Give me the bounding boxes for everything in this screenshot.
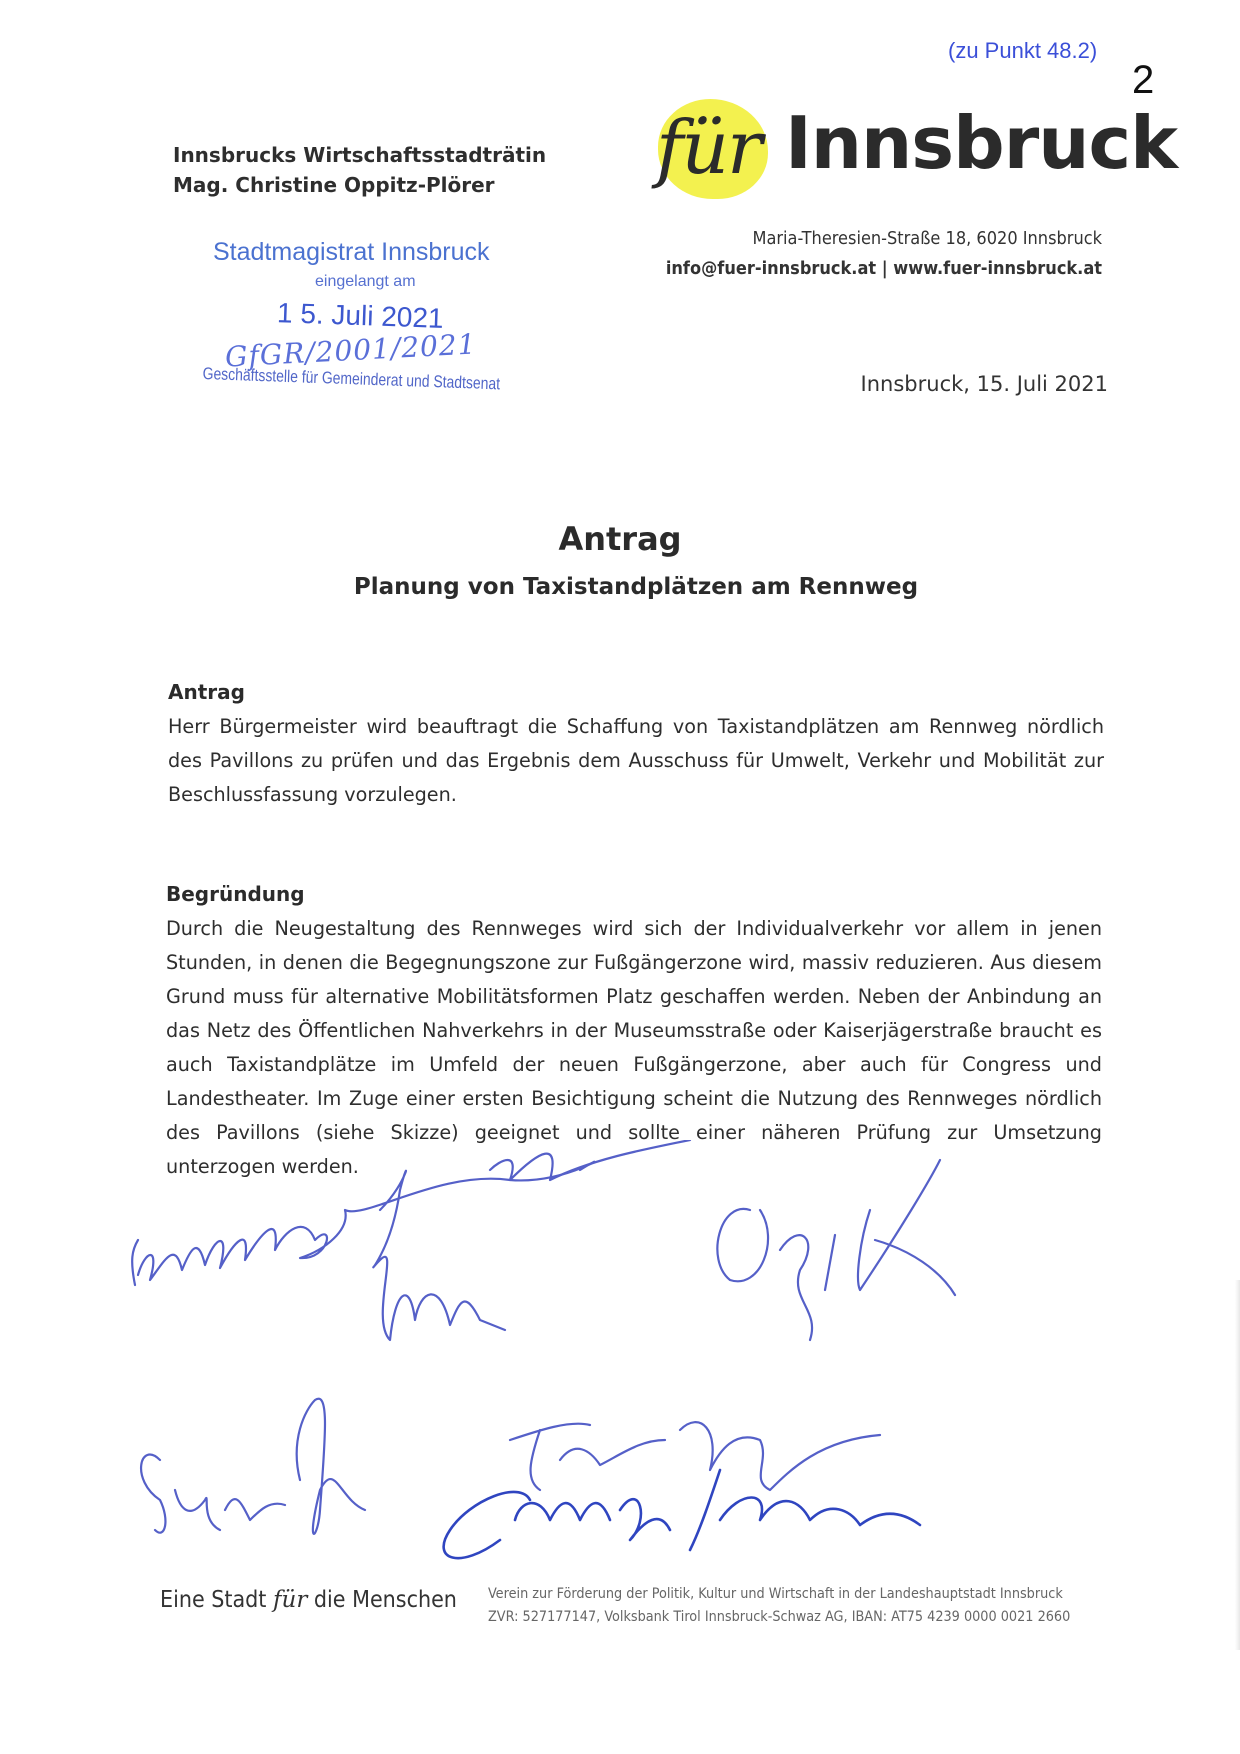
- association-info: [488, 1583, 1070, 1629]
- document-subtitle: Planung von Taxistandplätzen am Rennweg: [353, 574, 919, 600]
- signature-7: [444, 1470, 920, 1558]
- party-slogan: [160, 1587, 457, 1613]
- signatures: [120, 1140, 1080, 1580]
- page-number: 2: [1132, 58, 1155, 102]
- document-title: Antrag: [558, 520, 682, 558]
- recipient-block: [173, 140, 546, 200]
- begruendung-text: Durch die Neugestaltung des Rennweges wird sich der Individualverkehr vor allem in jenen Stunden, in denen die Begegnungszone zur Fußgängerzone wird, massiv reduzieren. Aus diesem Grund muss für alternative Mobilitätsformen Platz geschaffen werden. Neben der Anbindung an das Netz des Öffentlichen Nahverkehrs in der Museumsstraße oder Kaiserjägerstraße braucht es auch Taxistandplätze im Umfeld der neuen Fußgängerzone, aber auch für Congress und Landestheater. Im Zuge einer ersten Besichtigung scheint die Nutzung des Rennweges nördlich des Pavillons (siehe Skizze) geeignet und sollte einer näheren Prüfung zur Umsetzung unterzogen werden.: [166, 917, 1102, 1178]
- stamp-file-number: GfGR/2001/2021: [224, 327, 478, 374]
- antrag-heading: Antrag: [168, 680, 245, 704]
- scan-edge: [1235, 1280, 1240, 1650]
- recipient-title: Innsbrucks Wirtschaftsstadträtin: [173, 143, 547, 167]
- stamp-office: Stadtmagistrat Innsbruck: [213, 238, 490, 266]
- letter-date: Innsbruck, 15. Juli 2021: [860, 372, 1108, 396]
- stamp-date: 1 5. Juli 2021: [276, 297, 445, 334]
- sender-address: Maria-Theresien-Straße 18, 6020 Innsbruck: [752, 228, 1102, 249]
- logo-city-text: Innsbruck: [785, 101, 1178, 185]
- signature-3: [490, 1140, 690, 1180]
- slogan-italic: für: [273, 1587, 308, 1613]
- begruendung-heading: Begründung: [166, 882, 305, 906]
- receipt-stamp: [195, 238, 501, 398]
- signature-2: [373, 1171, 505, 1340]
- association-bank: ZVR: 527177147, Volksbank Tirol Innsbruck-Schwaz AG, IBAN: AT75 4239 0000 0021 2660: [488, 1609, 1071, 1625]
- sender-contact: info@fuer-innsbruck.at | www.fuer-innsbruck.at: [665, 258, 1102, 279]
- agenda-reference: (zu Punkt 48.2): [948, 38, 1098, 63]
- antrag-text: Herr Bürgermeister wird beauftragt die Schaffung von Taxistandplätzen am Rennweg nördlich des Pavillons zu prüfen und das Ergebnis dem Ausschuss für Umwelt, Verkehr und Mobilität zur Beschlussfassung vorzulegen.: [168, 715, 1104, 806]
- stamp-received-label: eingelangt am: [315, 273, 416, 290]
- slogan-end: die Menschen: [307, 1587, 457, 1613]
- party-logo: [650, 95, 1178, 210]
- signature-1: [132, 1162, 594, 1285]
- sender-address-block: [666, 224, 1102, 284]
- signature-5: [141, 1399, 365, 1534]
- stamp-department: Geschäftsstelle für Gemeinderat und Stadtsenat: [202, 364, 501, 394]
- association-name: Verein zur Förderung der Politik, Kultur und Wirtschaft in der Landeshauptstadt Innsbruck: [488, 1586, 1063, 1602]
- slogan-start: Eine Stadt: [160, 1587, 273, 1613]
- logo-fuer-text: für: [656, 105, 761, 191]
- signature-4: [717, 1160, 955, 1340]
- recipient-name: Mag. Christine Oppitz-Plörer: [173, 173, 495, 197]
- signature-6: [510, 1422, 880, 1490]
